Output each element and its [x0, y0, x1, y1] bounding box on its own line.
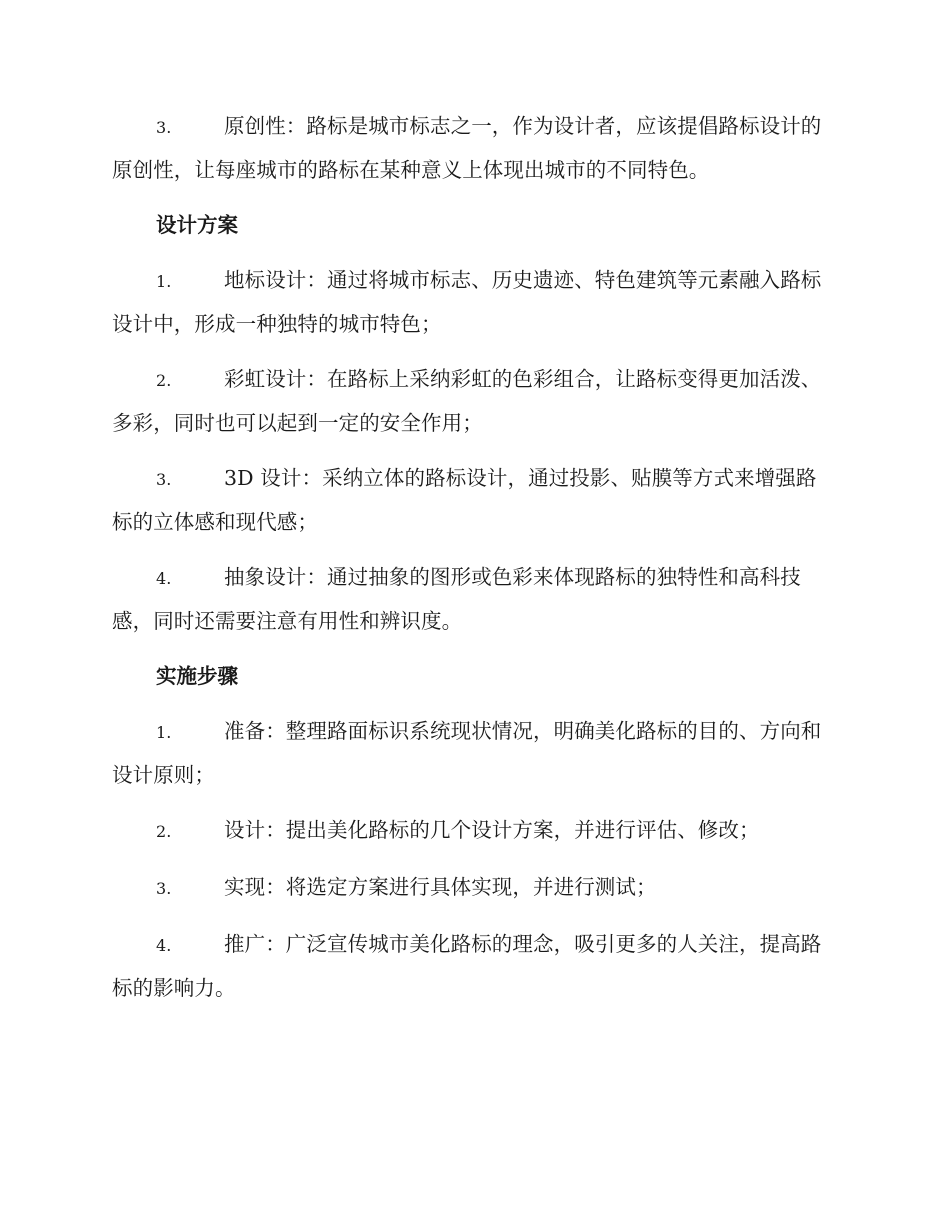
list-number: 3. — [156, 470, 172, 489]
list-text: 设计：提出美化路标的几个设计方案，并进行评估、修改； — [224, 818, 760, 842]
list-text: 原创性：路标是城市标志之一，作为设计者，应该提倡路标设计的原创性，让每座城市的路标在某种意义上体现出城市的不同特色。 — [112, 114, 822, 182]
list-text: 抽象设计：通过抽象的图形或色彩来体现路标的独特性和高科技感，同时还需要注意有用性和辨识度。 — [112, 565, 801, 633]
list-text: 3D 设计：采纳立体的路标设计，通过投影、贴膜等方式来增强路标的立体感和现代感； — [112, 466, 817, 534]
list-number: 4. — [156, 936, 172, 955]
list-number: 2. — [156, 822, 172, 841]
document-body — [112, 105, 834, 1022]
list-number: 1. — [156, 272, 172, 291]
list-number: 3. — [156, 879, 172, 898]
list-number: 4. — [156, 569, 172, 588]
list-item — [112, 866, 834, 910]
list-number: 2. — [156, 371, 172, 390]
list-item — [112, 259, 834, 345]
list-item — [112, 358, 834, 444]
list-number: 3. — [156, 118, 172, 137]
list-item — [112, 809, 834, 853]
section-heading-steps: 实施步骤 — [156, 664, 238, 688]
list-text: 推广：广泛宣传城市美化路标的理念，吸引更多的人关注，提高路标的影响力。 — [112, 932, 822, 1000]
section-heading-design: 设计方案 — [156, 213, 238, 237]
list-number: 1. — [156, 723, 172, 742]
list-item — [112, 556, 834, 642]
list-item — [112, 457, 834, 543]
list-text: 实现：将选定方案进行具体实现，并进行测试； — [224, 875, 657, 899]
list-item — [112, 923, 834, 1009]
list-item — [112, 710, 834, 796]
list-item — [112, 105, 834, 191]
list-text: 地标设计：通过将城市标志、历史遗迹、特色建筑等元素融入路标设计中，形成一种独特的城市特色； — [112, 268, 822, 336]
list-text: 准备：整理路面标识系统现状情况，明确美化路标的目的、方向和设计原则； — [112, 719, 822, 787]
list-text: 彩虹设计：在路标上采纳彩虹的色彩组合，让路标变得更加活泼、多彩，同时也可以起到一定的安全作用； — [112, 367, 822, 435]
